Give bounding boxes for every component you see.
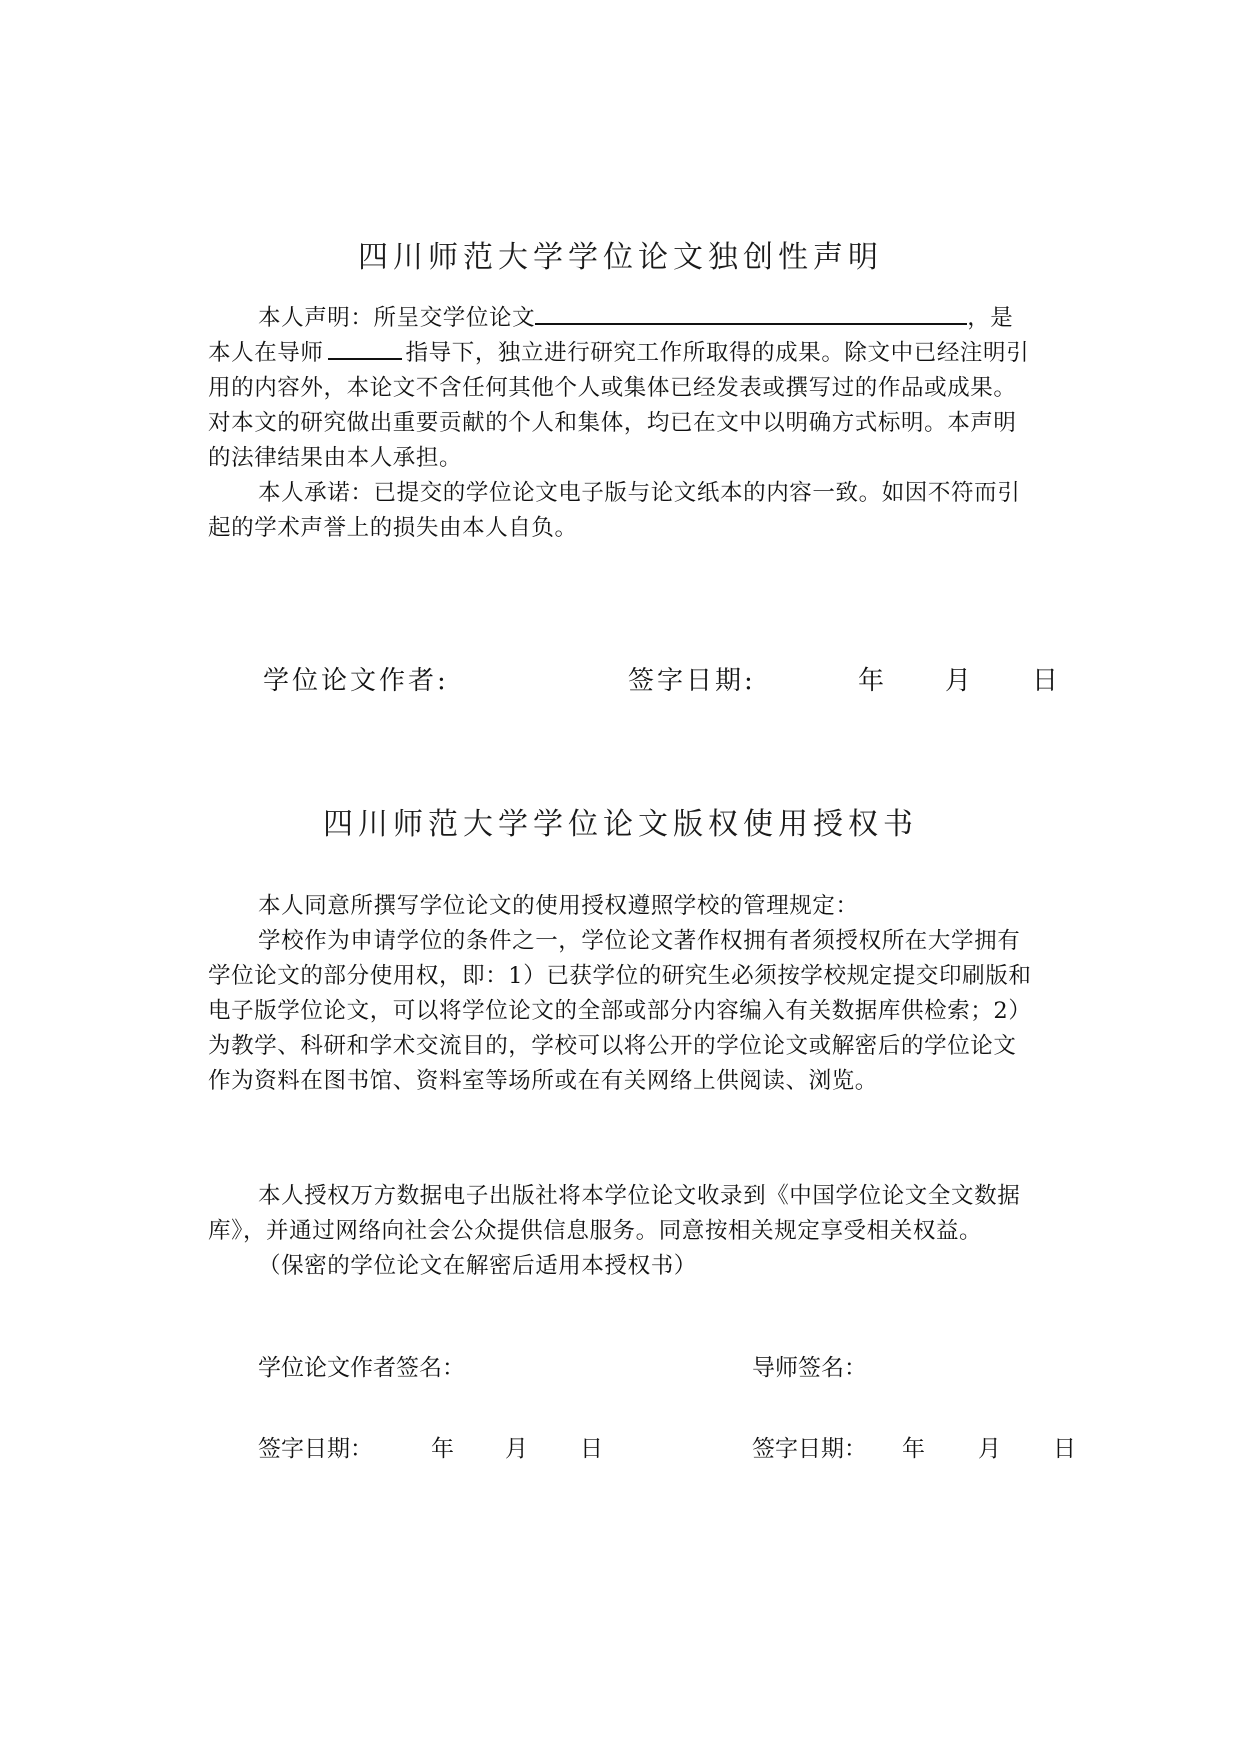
authorization-p2-line-3: 电子版学位论文，可以将学位论文的全部或部分内容编入有关数据库供检索；2） [208,998,1032,1024]
advisor-date-month: 月 [978,1436,1001,1462]
authorization-p2-line-4: 为教学、科研和学术交流目的，学校可以将公开的学位论文或解密后的学位论文 [208,1033,1017,1059]
authorization-p3-line-2: 库》，并通过网络向社会公众提供信息服务。同意按相关规定享受相关权益。 [208,1218,983,1244]
authorization-body [208,889,1088,1099]
declaration-day: 日 [1032,666,1062,696]
authorization-p2-line-5: 作为资料在图书馆、资料室等场所或在有关网络上供阅读、浏览。 [208,1068,878,1094]
author-sign-label: 学位论文作者签名： [258,1355,465,1381]
authorization-p4: （保密的学位论文在解密后适用本授权书） [258,1253,697,1279]
authorization-p2-line-2: 学位论文的部分使用权，即：1）已获学位的研究生必须按学校规定提交印刷版和 [208,963,1032,989]
advisor-sign-label: 导师签名： [752,1355,867,1381]
authorization-p2-line-1: 学校作为申请学位的条件之一，学位论文著作权拥有者须授权所在大学拥有 [258,928,1021,954]
author-date-day: 日 [580,1436,603,1462]
declaration-text: 指导下，独立进行研究工作所取得的成果。除文中已经注明引 [405,340,1030,366]
declaration-line-4: 对本文的研究做出重要贡献的个人和集体，均已在文中以明确方式标明。本声明 [208,410,1017,436]
declaration-line-1 [208,301,1088,336]
declaration-year: 年 [858,666,888,696]
declaration-date-label: 签字日期: [628,666,756,696]
author-date-month: 月 [505,1436,528,1462]
declaration-text: 本人在导师 [208,340,324,366]
declaration-line-3: 用的内容外，本论文不含任何其他个人或集体已经发表或撰写过的作品或成果。 [208,375,1017,401]
thesis-title-blank[interactable] [535,322,967,325]
advisor-date-label: 签字日期： [752,1436,867,1462]
declaration-month: 月 [945,666,975,696]
declaration-author-label: 学位论文作者: [263,666,449,696]
advisor-date-day: 日 [1053,1436,1076,1462]
advisor-name-blank[interactable] [328,357,402,360]
advisor-date-year: 年 [902,1436,925,1462]
declaration-text: ，是 [967,305,1014,331]
declaration-line-6: 本人承诺：已提交的学位论文电子版与论文纸本的内容一致。如因不符而引 [258,480,1021,506]
declaration-line-7: 起的学术声誉上的损失由本人自负。 [208,515,578,541]
authorization-p1: 本人同意所撰写学位论文的使用授权遵照学校的管理规定： [258,893,859,919]
authorization-body-2 [208,1179,1088,1284]
declaration-body [208,301,1088,546]
declaration-line-2 [208,336,1088,371]
authorization-p3-line-1: 本人授权万方数据电子出版社将本学位论文收录到《中国学位论文全文数据 [258,1183,1021,1209]
declaration-line-5: 的法律结果由本人承担。 [208,445,463,471]
author-date-label: 签字日期： [258,1436,373,1462]
declaration-text: 本人声明：所呈交学位论文 [258,305,536,331]
declaration-title: 四川师范大学学位论文独创性声明 [358,240,883,275]
authorization-title: 四川师范大学学位论文版权使用授权书 [323,807,918,842]
author-date-year: 年 [431,1436,454,1462]
